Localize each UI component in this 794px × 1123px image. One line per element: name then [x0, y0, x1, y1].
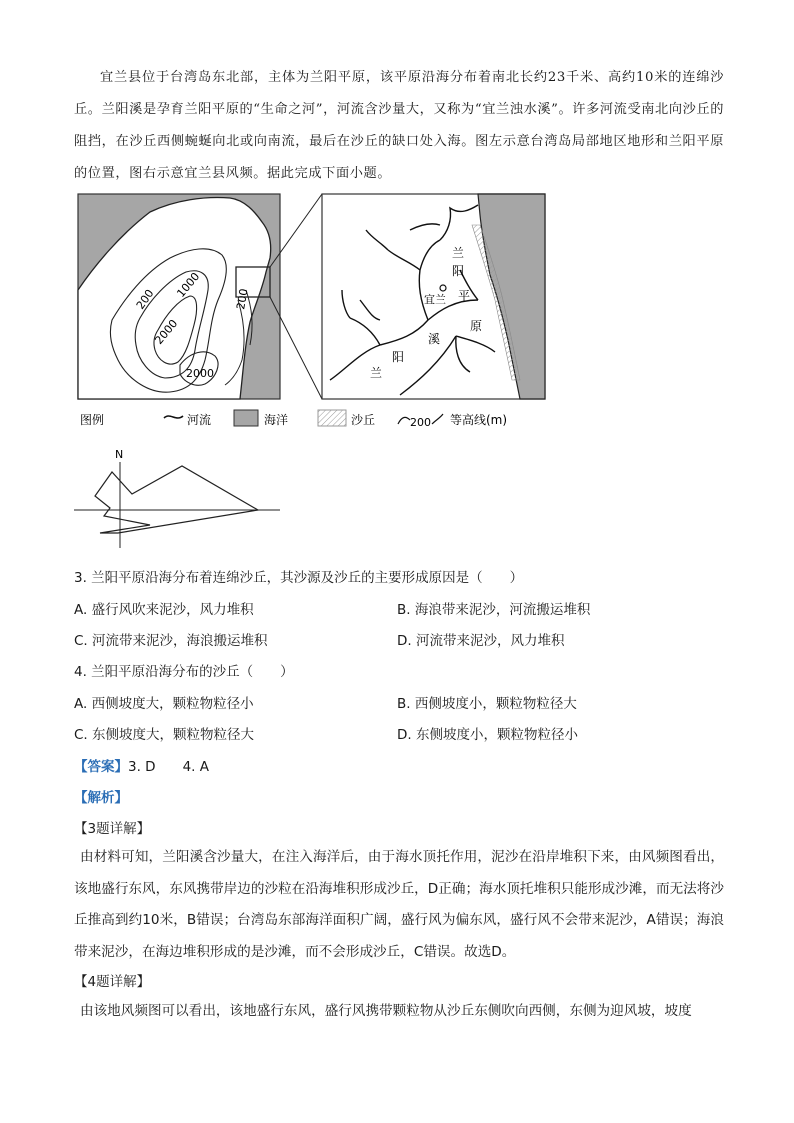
detail-3-text: 由材料可知，兰阳溪含沙量大，在注入海洋后，由于海水顶托作用，泥沙在沿岸堆积下来，由风频图看出，该地盛行东风，东风携带岸边的沙粒在沿海堆积形成沙丘，D正确；海水顶托堆积只能形成沙滩，而无法将沙丘推高到约10米，B错误；台湾岛东部海洋面积广阔，盛行风为偏东风，盛行风不会带来泥沙，A错误；海浪带来泥沙，在海边堆积形成的是沙滩，而不会形成沙丘，C错误。故选D。: [74, 849, 724, 960]
detail-4-text: 由该地风频图可以看出，该地盛行东风，盛行风携带颗粒物从沙丘东侧吹向西侧，东侧为迎风坡，坡度: [80, 1003, 692, 1019]
contour-label: 200: [234, 287, 251, 311]
detail-4-body: [74, 996, 724, 1028]
legend-ocean: 海洋: [264, 413, 289, 427]
region-label: 原: [470, 319, 483, 333]
legend-title: 图例: [80, 413, 105, 427]
dune-swatch-icon: [318, 410, 346, 426]
q3-option-b: B. 海浪带来泥沙，河流搬运堆积: [397, 602, 591, 618]
north-label: N: [115, 448, 124, 461]
river-label: 兰: [370, 366, 383, 380]
answer-line: [74, 755, 209, 775]
right-map: [322, 194, 545, 399]
contour-label: 2000: [186, 367, 214, 380]
q4-option-d: D. 东侧坡度小，颗粒物粒径小: [397, 727, 578, 743]
detail-4-heading: 【4题详解】: [74, 974, 151, 990]
legend-contour-value: 200: [410, 416, 431, 429]
wind-rose: [74, 448, 280, 548]
legend-dune: 沙丘: [351, 413, 376, 427]
q3-option-a: A. 盛行风吹来泥沙，风力堆积: [74, 602, 254, 618]
river-symbol-icon: [164, 416, 183, 418]
analysis-heading: [74, 786, 128, 806]
question-3-stem: 3. 兰阳平原沿海分布着连绵沙丘，其沙源及沙丘的主要形成原因是（ ）: [74, 570, 524, 586]
contour-label: 2000: [152, 317, 181, 347]
legend-contour: 等高线(m): [450, 413, 508, 427]
intro-text: 宜兰县位于台湾岛东北部，主体为兰阳平原，该平原沿海分布着南北长约23千米、高约10米的连绵沙丘。兰阳溪是孕育兰阳平原的“生命之河”，河流含沙量大，又称为“宜兰浊水溪”。许多河流受南北向沙丘的阻挡，在沙丘西侧蜿蜒向北或向南流，最后在沙丘的缺口处入海。图左示意台湾岛局部地区地形和兰阳平原的位置，图右示意宜兰县风频。据此完成下面小题。: [74, 70, 724, 181]
contour-label: 1000: [174, 270, 203, 300]
detail-3-heading: 【3题详解】: [74, 821, 151, 837]
legend: [80, 410, 507, 429]
region-label: 阳: [452, 264, 465, 278]
answer-text: 3. D 4. A: [128, 759, 209, 775]
legend-river: 河流: [187, 413, 212, 427]
contour-symbol-icon: [398, 417, 410, 424]
question-4-stem: 4. 兰阳平原沿海分布的沙丘（ ）: [74, 664, 294, 680]
river-label: 阳: [392, 350, 405, 364]
contour-label: 200: [133, 287, 157, 312]
q4-option-b: B. 西侧坡度小，颗粒物粒径大: [397, 696, 577, 712]
left-map: [78, 194, 322, 399]
detail-3-body: [74, 842, 724, 968]
q3-option-c: C. 河流带来泥沙，海浪搬运堆积: [74, 633, 268, 649]
answer-tag: 【答案】: [74, 759, 128, 775]
yilan-city-marker: [440, 285, 446, 291]
q4-option-c: C. 东侧坡度大，颗粒物粒径大: [74, 727, 255, 743]
city-label: 宜兰: [424, 293, 446, 306]
region-label: 平: [458, 289, 471, 303]
river-label: 溪: [428, 332, 441, 346]
wind-frequency-polygon: [95, 466, 258, 533]
region-label: 兰: [452, 246, 465, 260]
q4-option-a: A. 西侧坡度大，颗粒物粒径小: [74, 696, 254, 712]
q3-option-d: D. 河流带来泥沙，风力堆积: [397, 633, 565, 649]
analysis-tag: 【解析】: [74, 790, 128, 806]
figure-maps: [0, 0, 794, 560]
ocean-swatch-icon: [234, 410, 258, 426]
